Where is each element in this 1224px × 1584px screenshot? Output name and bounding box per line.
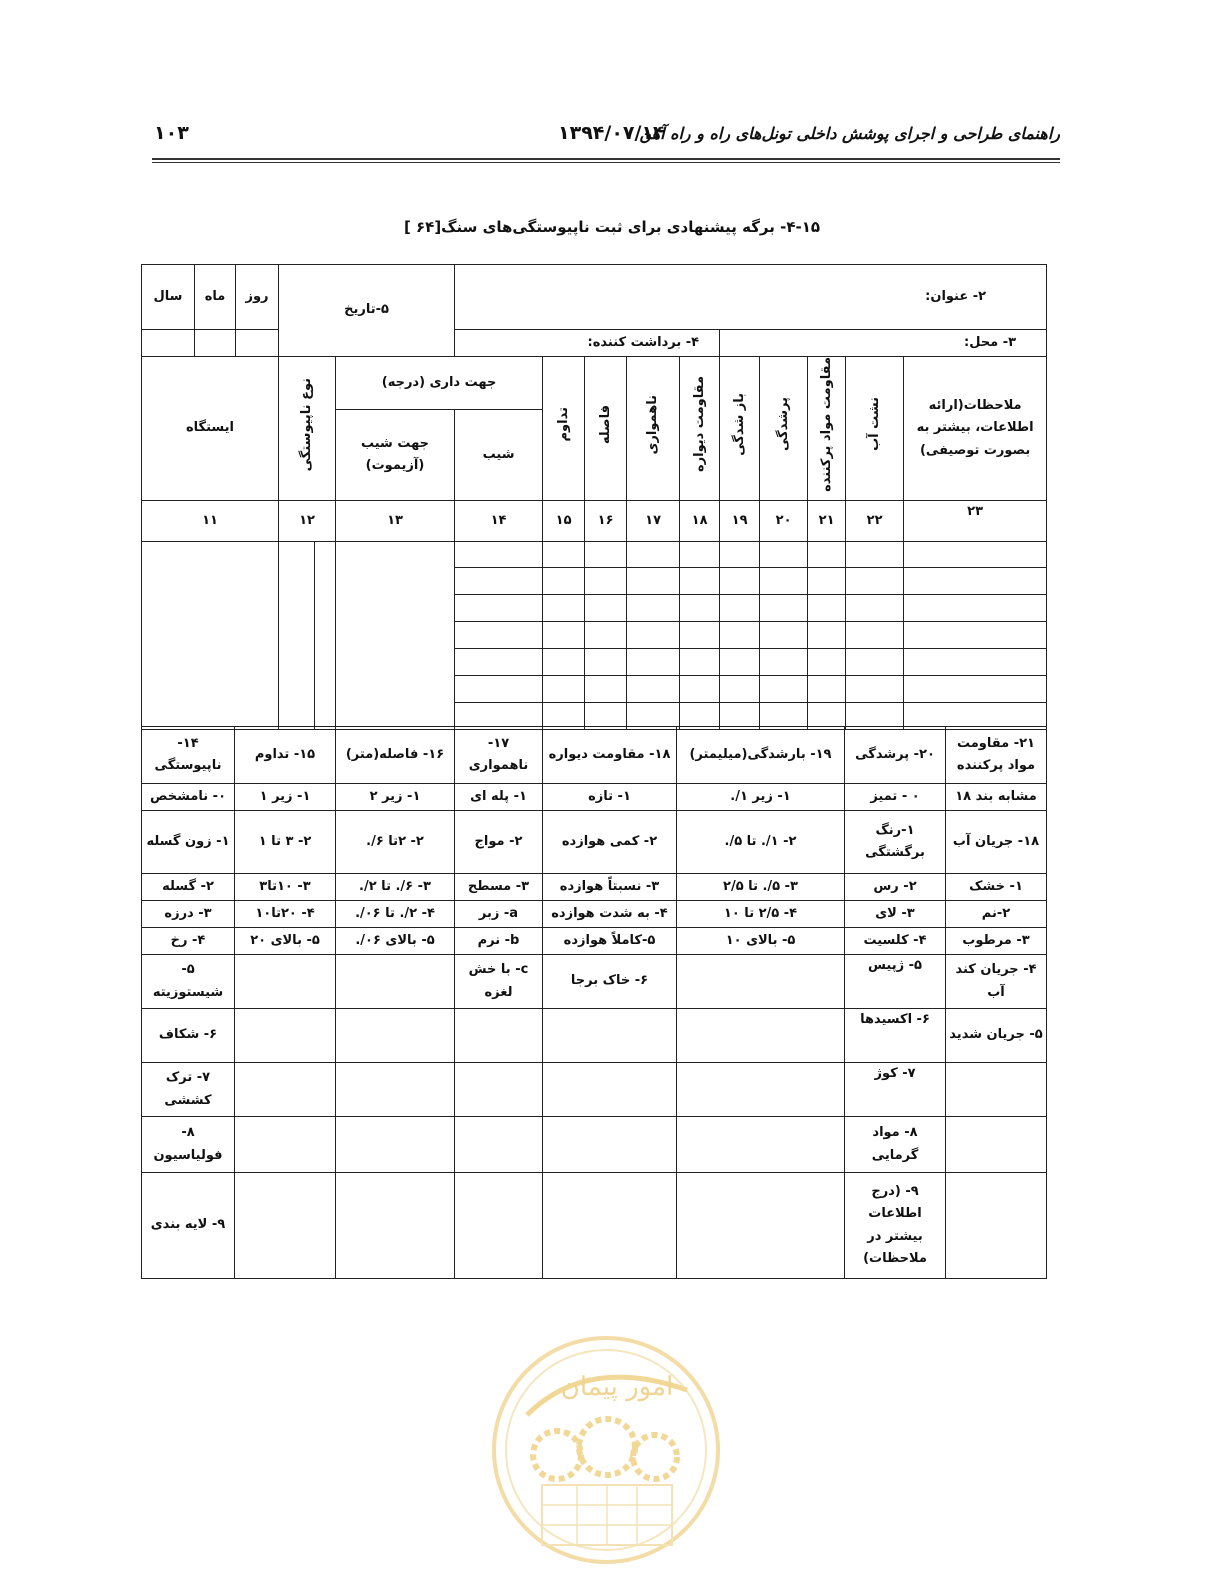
legend-cell: [336, 1009, 455, 1063]
col-number: ۱۱: [142, 500, 279, 541]
legend-cell: [336, 1117, 455, 1173]
entry-cell[interactable]: [846, 594, 904, 621]
station-header: ایستگاه: [142, 357, 279, 501]
legend-cell: ۴- ۲۰تا۱۰: [235, 901, 336, 928]
entry-cell[interactable]: [680, 541, 720, 567]
entry-cell[interactable]: [720, 541, 760, 567]
col-number: ۱۲: [279, 500, 336, 541]
legend-cell: [677, 955, 845, 1009]
month-field[interactable]: [195, 330, 236, 357]
persistence-header: تداوم: [543, 357, 585, 501]
wall-strength-header: مقاومت دیواره: [680, 357, 720, 501]
day-label: روز: [236, 265, 279, 330]
year-field[interactable]: [142, 330, 195, 357]
opening-header: باز شدگی: [720, 357, 760, 501]
discontinuity-form: [141, 264, 1047, 730]
col-number: ۱۸: [680, 500, 720, 541]
legend-cell: [455, 1173, 543, 1279]
page-header: [150, 118, 1060, 158]
legend-cell: [235, 1117, 336, 1173]
legend-cell: ۱- پله ای: [455, 784, 543, 811]
entry-cell[interactable]: [846, 567, 904, 594]
entry-cell[interactable]: [627, 648, 680, 675]
legend-cell: ۴- جریان کند آب: [946, 955, 1047, 1009]
entry-cell[interactable]: [760, 541, 808, 567]
entry-cell[interactable]: [627, 675, 680, 702]
legend-cell: مشابه بند ۱۸: [946, 784, 1047, 811]
entry-cell[interactable]: [585, 594, 627, 621]
year-label: سال: [142, 265, 195, 330]
legend-cell: c- با خش لغزه: [455, 955, 543, 1009]
col-number: ۲۲: [846, 500, 904, 541]
legend-cell: [677, 1117, 845, 1173]
legend-header: ۲۰- پرشدگی: [845, 727, 946, 784]
entry-cell[interactable]: [760, 567, 808, 594]
entry-cell[interactable]: [720, 594, 760, 621]
legend-cell: ۳- درزه: [142, 901, 235, 928]
legend-header-row: [142, 727, 1047, 784]
entry-cell[interactable]: [720, 621, 760, 648]
entry-cell[interactable]: [808, 675, 846, 702]
col-number: ۱۹: [720, 500, 760, 541]
entry-cell[interactable]: [846, 621, 904, 648]
legend-row: [142, 1173, 1047, 1279]
legend-cell: ۲- گسله: [142, 874, 235, 901]
legend-header: ۱۸- مقاومت دیواره: [543, 727, 677, 784]
entry-cell[interactable]: [904, 621, 1047, 648]
col-number: ۱۳: [336, 500, 455, 541]
entry-cell[interactable]: [585, 541, 627, 567]
legend-cell: ۵-کاملاً هوازده: [543, 928, 677, 955]
filling-strength-header: مقاومت مواد پرکننده: [808, 357, 846, 501]
legend-cell: ۵- بالای ۰۶/.: [336, 928, 455, 955]
legend-cell: ۶- شکاف: [142, 1009, 235, 1063]
legend-cell: ۸- فولیاسیون: [142, 1117, 235, 1173]
legend-cell: [543, 1063, 677, 1117]
entry-cell[interactable]: [585, 648, 627, 675]
legend-cell: [235, 1009, 336, 1063]
entry-cell[interactable]: [904, 594, 1047, 621]
legend-row: [142, 928, 1047, 955]
legend-cell: [235, 1173, 336, 1279]
orientation-header: جهت داری (درجه): [336, 357, 543, 410]
col-number: ۱۴: [455, 500, 543, 541]
entry-cell[interactable]: [627, 567, 680, 594]
legend-header: ۱۶- فاصله(متر): [336, 727, 455, 784]
legend-header: ۱۹- بارشدگی(میلیمتر): [677, 727, 845, 784]
entry-cell[interactable]: [904, 541, 1047, 567]
legend-cell: [455, 1063, 543, 1117]
legend-cell: ۲- ۲تا ۶/.: [336, 811, 455, 874]
legend-cell: [543, 1009, 677, 1063]
entry-cell[interactable]: [543, 648, 585, 675]
legend-row: [142, 901, 1047, 928]
day-field[interactable]: [236, 330, 279, 357]
legend-cell: ۵- بالای ۲۰: [235, 928, 336, 955]
legend-cell: ۴- ۲/. تا ۰۶/.: [336, 901, 455, 928]
legend-cell: [946, 1173, 1047, 1279]
month-label: ماه: [195, 265, 236, 330]
legend-cell: ۸- مواد گرمایی: [845, 1117, 946, 1173]
entry-cell[interactable]: [543, 675, 585, 702]
entry-cell[interactable]: [627, 621, 680, 648]
page-number: ۱۰۳: [154, 122, 189, 144]
legend-cell: ۲- ۳ تا ۱: [235, 811, 336, 874]
legend-cell: [336, 1063, 455, 1117]
entry-cell[interactable]: [808, 541, 846, 567]
entry-cell[interactable]: [760, 675, 808, 702]
entry-cell[interactable]: [315, 541, 336, 729]
recorder-field[interactable]: ۴- برداشت کننده:: [455, 330, 720, 357]
legend-cell: ۷- ترک کششی: [142, 1063, 235, 1117]
roughness-header: ناهمواری: [627, 357, 680, 501]
table-caption: ۴-۱۵- برگه پیشنهادی برای ثبت ناپیوستگی‌های سنگ[۶۴ ]: [403, 218, 821, 236]
legend-cell: ۳- لای: [845, 901, 946, 928]
dip-header: شیب: [455, 410, 543, 501]
legend-cell: ۱- خشک: [946, 874, 1047, 901]
entry-cell[interactable]: [680, 648, 720, 675]
legend-cell: ۱۸- جریان آب: [946, 811, 1047, 874]
entry-cell[interactable]: [808, 648, 846, 675]
entry-cell[interactable]: [627, 541, 680, 567]
col-number: ۱۷: [627, 500, 680, 541]
legend-row: [142, 1117, 1047, 1173]
legend-cell: [677, 1173, 845, 1279]
header-rule: [152, 158, 1060, 160]
entry-cell[interactable]: [760, 621, 808, 648]
legend-cell: [336, 955, 455, 1009]
legend-cell: ۳- نسبتاً هوازده: [543, 874, 677, 901]
legend-cell: ۴- رخ: [142, 928, 235, 955]
entry-cell[interactable]: [680, 675, 720, 702]
legend-cell: ۱- زون گسله: [142, 811, 235, 874]
legend-cell: ۵- بالای ۱۰: [677, 928, 845, 955]
col-number: ۱۵: [543, 500, 585, 541]
legend-cell: ۵- شیستوزیته: [142, 955, 235, 1009]
entry-cell[interactable]: [455, 648, 543, 675]
legend-cell: [455, 1117, 543, 1173]
legend-cell: ۷- کوژ: [845, 1063, 946, 1117]
legend-cell: ۶- خاک برجا: [543, 955, 677, 1009]
legend-cell: ۳- مرطوب: [946, 928, 1047, 955]
legend-table: [141, 726, 1047, 1279]
legend-cell: ۱- تازه: [543, 784, 677, 811]
legend-cell: ۱- زیر ۱/.: [677, 784, 845, 811]
entry-cell[interactable]: [720, 648, 760, 675]
legend-cell: ۳- مسطح: [455, 874, 543, 901]
legend-cell: ۲- ۱/. تا ۵/.: [677, 811, 845, 874]
entry-cell[interactable]: [585, 675, 627, 702]
legend-cell: ۱- زیر ۲: [336, 784, 455, 811]
legend-cell: [543, 1117, 677, 1173]
filling-header: پرشدگی: [760, 357, 808, 501]
col-number: ۲۳: [904, 500, 1047, 541]
entry-cell[interactable]: [680, 594, 720, 621]
legend-row: [142, 1063, 1047, 1117]
entry-cell[interactable]: [543, 567, 585, 594]
legend-cell: b- نرم: [455, 928, 543, 955]
legend-cell: [336, 1173, 455, 1279]
entry-cell[interactable]: [455, 541, 543, 567]
entry-cell[interactable]: [142, 541, 279, 729]
entry-cell[interactable]: [904, 675, 1047, 702]
legend-cell: ۲- کمی هوازده: [543, 811, 677, 874]
legend-cell: [677, 1009, 845, 1063]
watermark-logo-icon: [487, 1335, 725, 1575]
legend-row: [142, 784, 1047, 811]
legend-cell: ۰- نامشخص: [142, 784, 235, 811]
legend-cell: [543, 1173, 677, 1279]
spacing-header: فاصله: [585, 357, 627, 501]
entry-cell[interactable]: [455, 567, 543, 594]
entry-cell[interactable]: [680, 621, 720, 648]
legend-cell: ۰ - تمیز: [845, 784, 946, 811]
legend-row: [142, 955, 1047, 1009]
legend-header: ۲۱- مقاومت مواد پرکننده: [946, 727, 1047, 784]
entry-cell[interactable]: [585, 621, 627, 648]
entry-cell[interactable]: [808, 621, 846, 648]
col-number: ۱۶: [585, 500, 627, 541]
entry-cell[interactable]: [543, 621, 585, 648]
location-field[interactable]: ۳- محل:: [720, 330, 1047, 357]
legend-cell: ۳- ۵/. تا ۲/۵: [677, 874, 845, 901]
legend-cell: [455, 1009, 543, 1063]
entry-cell[interactable]: [336, 541, 455, 729]
legend-cell: ۴- ۲/۵ تا ۱۰: [677, 901, 845, 928]
header-date: ۱۳۹۴/۰۷/۱۴: [558, 122, 665, 144]
entry-cell[interactable]: [760, 648, 808, 675]
form-title-field[interactable]: ۲- عنوان:: [455, 265, 1047, 330]
entry-cell[interactable]: [846, 648, 904, 675]
legend-cell: ۶- اکسیدها: [845, 1009, 946, 1063]
legend-cell: ۲- رس: [845, 874, 946, 901]
dip-direction-header: جهت شیب (آزیموت): [336, 410, 455, 501]
entry-cell[interactable]: [904, 567, 1047, 594]
entry-cell[interactable]: [760, 594, 808, 621]
entry-cell[interactable]: [585, 567, 627, 594]
legend-cell: [946, 1117, 1047, 1173]
entry-cell[interactable]: [846, 675, 904, 702]
entry-cell[interactable]: [904, 648, 1047, 675]
watermark-text: امور پیمان: [560, 1372, 674, 1402]
date-label: ۵-تاریخ: [279, 265, 455, 357]
legend-cell: ۴- به شدت هوازده: [543, 901, 677, 928]
water-header: نشت آب: [846, 357, 904, 501]
remarks-header: ملاحظات(ارائه اطلاعات، بیشتر به بصورت توصیفی): [904, 357, 1047, 501]
entry-cell[interactable]: [455, 594, 543, 621]
legend-header: ۱۵- تداوم: [235, 727, 336, 784]
legend-cell: ۹- لایه بندی: [142, 1173, 235, 1279]
entry-cell[interactable]: [808, 594, 846, 621]
legend-cell: ۹- (درج اطلاعات بیشتر در ملاحظات): [845, 1173, 946, 1279]
legend-cell: ۱- زیر ۱: [235, 784, 336, 811]
legend-cell: ۲- مواج: [455, 811, 543, 874]
legend-header: ۱۴- ناپیوستگی: [142, 727, 235, 784]
entry-cell[interactable]: [720, 675, 760, 702]
entry-cell[interactable]: [543, 594, 585, 621]
col-number: ۲۱: [808, 500, 846, 541]
entry-cell[interactable]: [680, 567, 720, 594]
legend-cell: ۵- ژپیس: [845, 955, 946, 1009]
legend-row: [142, 811, 1047, 874]
legend-cell: a- زبر: [455, 901, 543, 928]
legend-cell: ۱-رنگ برگشتگی: [845, 811, 946, 874]
book-title: راهنمای طراحی و اجرای پوشش داخلی تونل‌های راه و راه آهن: [639, 124, 1060, 143]
entry-cell[interactable]: [455, 675, 543, 702]
header-rule-thin: [152, 162, 1060, 163]
entry-cell[interactable]: [720, 567, 760, 594]
entry-cell[interactable]: [279, 541, 315, 729]
entry-cell[interactable]: [543, 541, 585, 567]
legend-cell: ۵- جریان شدید: [946, 1009, 1047, 1063]
legend-cell: [235, 1063, 336, 1117]
disc-type-header: نوع ناپیوستگی: [279, 357, 336, 501]
legend-row: [142, 1009, 1047, 1063]
entry-cell[interactable]: [808, 567, 846, 594]
entry-cell[interactable]: [627, 594, 680, 621]
legend-cell: ۴- کلسیت: [845, 928, 946, 955]
legend-cell: [235, 955, 336, 1009]
entry-cell[interactable]: [455, 621, 543, 648]
entry-cell[interactable]: [846, 541, 904, 567]
legend-cell: ۳- ۶/. تا ۲/.: [336, 874, 455, 901]
legend-row: [142, 874, 1047, 901]
col-number: ۲۰: [760, 500, 808, 541]
legend-cell: [946, 1063, 1047, 1117]
legend-cell: ۲-نم: [946, 901, 1047, 928]
legend-cell: [677, 1063, 845, 1117]
legend-cell: ۳- ۱۰تا۳: [235, 874, 336, 901]
legend-header: ۱۷- ناهمواری: [455, 727, 543, 784]
